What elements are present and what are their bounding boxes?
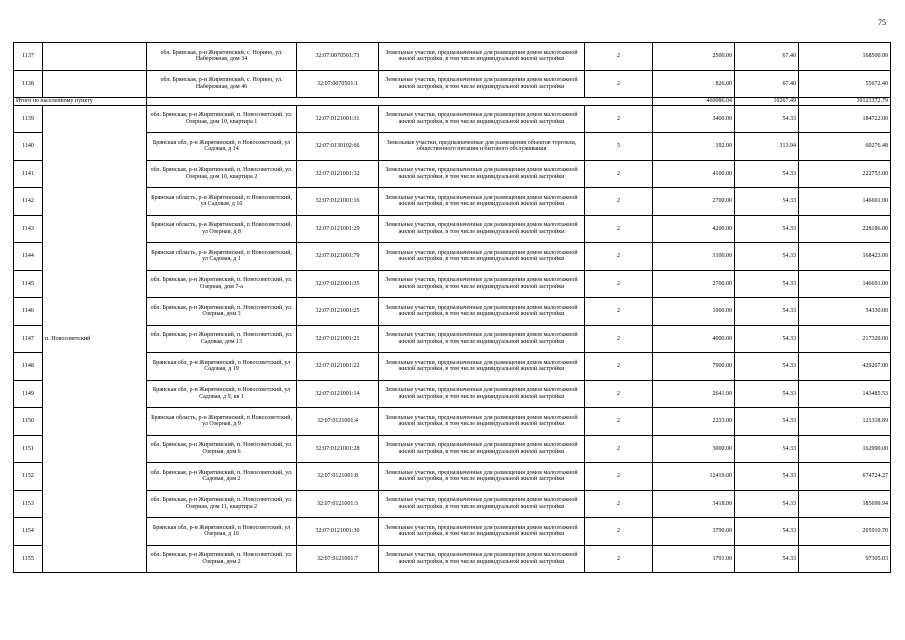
address-cell: обл. Брянская, р-н Жирятинский, п. Новосоветский, ул. Озерная, дом 10, квартира 1: [147, 105, 297, 133]
address-cell: обл. Брянская, р-н Жирятинский, п. Новосоветский, ул. Озерная, дом 10, квартира 2: [147, 160, 297, 188]
row-number-cell: 1143: [14, 215, 43, 243]
specific-value-cell: 54.33: [735, 298, 799, 326]
cadastral-number-cell: 32:07:0070501:1: [297, 70, 379, 98]
cadastral-number-cell: 32:07:0121001:79: [297, 243, 379, 271]
cadastral-value-cell: 429207.00: [799, 353, 891, 381]
specific-value-cell: 54.33: [735, 518, 799, 546]
area-cell: 2700.00: [653, 270, 735, 298]
row-number-cell: 1153: [14, 490, 43, 518]
land-use-cell: Земельные участки, предназначенные для размещения домов малоэтажной жилой застройки, в том числе индивидуальной жилой застройки: [379, 70, 585, 98]
page-number: 75: [878, 18, 886, 27]
cadastral-number-cell: 32:07:0121001:4: [297, 408, 379, 436]
cadastral-number-cell: 32:07:0121001:16: [297, 188, 379, 216]
use-group-cell: 2: [585, 43, 653, 71]
address-cell: обл. Брянская, р-н Жирятинский, п. Новосоветский, ул. Озерная, дом 2: [147, 545, 297, 573]
use-group-cell: 2: [585, 325, 653, 353]
address-cell: Брянская область, р-н Жирятинский, п Новосоветский, ул Озерная, д 8: [147, 215, 297, 243]
area-cell: 1791.00: [653, 545, 735, 573]
row-number-cell: 1149: [14, 380, 43, 408]
total-specific-value-cell: 10267.49: [735, 98, 799, 106]
table-row: [14, 105, 891, 133]
use-group-cell: 2: [585, 243, 653, 271]
row-number-cell: 1142: [14, 188, 43, 216]
cadastral-value-cell: 60276.48: [799, 133, 891, 161]
total-cadastral-value-cell: 39123372.79: [799, 98, 891, 106]
specific-value-cell: 54.33: [735, 545, 799, 573]
cadastral-value-cell: 217320.00: [799, 325, 891, 353]
row-number-cell: 1144: [14, 243, 43, 271]
cadastral-value-cell: 185699.94: [799, 490, 891, 518]
land-use-cell: Земельные участки, предназначенные для размещения домов малоэтажной жилой застройки, в том числе индивидуальной жилой застройки: [379, 270, 585, 298]
cadastral-number-cell: 32:07:0121001:32: [297, 160, 379, 188]
empty-cell: [147, 98, 653, 106]
specific-value-cell: 54.33: [735, 188, 799, 216]
cadastral-number-cell: 32:07:0070501:73: [297, 43, 379, 71]
table-row: [14, 43, 891, 71]
area-cell: 1000.00: [653, 298, 735, 326]
area-cell: 2500.00: [653, 43, 735, 71]
row-number-cell: 1147: [14, 325, 43, 353]
address-cell: обл. Брянская, р-н Жирятинский, с. Норино, ул. Набережная, дом 34: [147, 43, 297, 71]
locality-cell: п. Новосоветский: [43, 105, 147, 573]
land-use-cell: Земельные участки, предназначенные для размещения домов малоэтажной жилой застройки, в том числе индивидуальной жилой застройки: [379, 490, 585, 518]
row-number-cell: 1145: [14, 270, 43, 298]
address-cell: Брянская область, р-н Жирятинский, п Новосоветский, ул Садовая, д 1: [147, 243, 297, 271]
total-label-cell: Итого по населенному пункту: [14, 98, 147, 106]
land-use-cell: Земельные участки, предназначенные для размещения домов малоэтажной жилой застройки, в том числе индивидуальной жилой застройки: [379, 243, 585, 271]
specific-value-cell: 54.33: [735, 380, 799, 408]
land-use-cell: Земельные участки, предназначенные для размещения домов малоэтажной жилой застройки, в том числе индивидуальной жилой застройки: [379, 545, 585, 573]
total-area-cell: 460086.04: [653, 98, 735, 106]
cadastral-value-cell: 228186.00: [799, 215, 891, 243]
cadastral-value-cell: 205910.70: [799, 518, 891, 546]
land-use-cell: Земельные участки, предназначенные для размещения домов малоэтажной жилой застройки, в том числе индивидуальной жилой застройки: [379, 105, 585, 133]
use-group-cell: 2: [585, 408, 653, 436]
specific-value-cell: 313.94: [735, 133, 799, 161]
land-use-cell: Земельные участки, предназначенные для размещения объектов торговли, общественного питания и бытового обслуживания: [379, 133, 585, 161]
table-row: [14, 70, 891, 98]
land-use-cell: Земельные участки, предназначенные для размещения домов малоэтажной жилой застройки, в том числе индивидуальной жилой застройки: [379, 353, 585, 381]
use-group-cell: 2: [585, 463, 653, 491]
row-number-cell: 1146: [14, 298, 43, 326]
cadastral-value-cell: 55672.40: [799, 70, 891, 98]
specific-value-cell: 54.33: [735, 215, 799, 243]
address-cell: Брянская область, р-н Жирятинский, п Новосоветский, ул Озерная, д 9: [147, 408, 297, 436]
land-use-cell: Земельные участки, предназначенные для размещения домов малоэтажной жилой застройки, в том числе индивидуальной жилой застройки: [379, 215, 585, 243]
cadastral-value-cell: 168423.00: [799, 243, 891, 271]
locality-cell: [43, 43, 147, 71]
address-cell: обл. Брянская, р-н Жирятинский, п. Новосоветский, ул. Озерная, дом 11, квартира 2: [147, 490, 297, 518]
use-group-cell: 2: [585, 70, 653, 98]
cadastral-number-cell: 32:07:0121001:30: [297, 518, 379, 546]
area-cell: 3100.00: [653, 243, 735, 271]
specific-value-cell: 54.33: [735, 325, 799, 353]
use-group-cell: 2: [585, 435, 653, 463]
area-cell: 7900.00: [653, 353, 735, 381]
area-cell: 3418.00: [653, 490, 735, 518]
land-use-cell: Земельные участки, предназначенные для размещения домов малоэтажной жилой застройки, в том числе индивидуальной жилой застройки: [379, 298, 585, 326]
row-number-cell: 1148: [14, 353, 43, 381]
specific-value-cell: 54.33: [735, 408, 799, 436]
cadastral-number-cell: 32:07:0121001:8: [297, 463, 379, 491]
use-group-cell: 2: [585, 160, 653, 188]
row-number-cell: 1140: [14, 133, 43, 161]
area-cell: 3400.00: [653, 105, 735, 133]
use-group-cell: 2: [585, 380, 653, 408]
area-cell: 12419.00: [653, 463, 735, 491]
cadastral-number-cell: 32:07:0121001:14: [297, 380, 379, 408]
area-cell: 4000.00: [653, 325, 735, 353]
use-group-cell: 2: [585, 298, 653, 326]
specific-value-cell: 54.33: [735, 353, 799, 381]
use-group-cell: 2: [585, 490, 653, 518]
address-cell: обл. Брянская, р-н Жирятинский, п. Новосоветский, ул. Озерная, дом 7-а: [147, 270, 297, 298]
row-number-cell: 1138: [14, 70, 43, 98]
specific-value-cell: 54.33: [735, 463, 799, 491]
land-use-cell: Земельные участки, предназначенные для размещения домов малоэтажной жилой застройки, в том числе индивидуальной жилой застройки: [379, 188, 585, 216]
area-cell: 3790.00: [653, 518, 735, 546]
use-group-cell: 2: [585, 188, 653, 216]
cadastral-number-cell: 32:07:0130102:66: [297, 133, 379, 161]
cadastral-number-cell: 32:07:0121001:22: [297, 353, 379, 381]
specific-value-cell: 54.33: [735, 490, 799, 518]
area-cell: 2233.00: [653, 408, 735, 436]
address-cell: обл. Брянская, р-н Жирятинский, п. Новосоветский, ул. Озерная, дом 3: [147, 298, 297, 326]
row-number-cell: 1139: [14, 105, 43, 133]
area-cell: 2700.00: [653, 188, 735, 216]
land-use-cell: Земельные участки, предназначенные для размещения домов малоэтажной жилой застройки, в том числе индивидуальной жилой застройки: [379, 380, 585, 408]
cadastral-value-cell: 222753.00: [799, 160, 891, 188]
land-use-cell: Земельные участки, предназначенные для размещения домов малоэтажной жилой застройки, в том числе индивидуальной жилой застройки: [379, 518, 585, 546]
cadastral-number-cell: 32:07:0121001:29: [297, 215, 379, 243]
cadastral-number-cell: 32:07:0121001:25: [297, 298, 379, 326]
land-use-cell: Земельные участки, предназначенные для размещения домов малоэтажной жилой застройки, в том числе индивидуальной жилой застройки: [379, 435, 585, 463]
cadastral-value-cell: 168500.00: [799, 43, 891, 71]
row-number-cell: 1154: [14, 518, 43, 546]
address-cell: Брянская обл, р-н Жирятинский, п Новосоветский, ул Садовая, д 9, кв 1: [147, 380, 297, 408]
area-cell: 4100.00: [653, 160, 735, 188]
use-group-cell: 5: [585, 133, 653, 161]
specific-value-cell: 54.33: [735, 435, 799, 463]
cadastral-number-cell: 32:07:0121001:31: [297, 105, 379, 133]
cadastral-value-cell: 162990.00: [799, 435, 891, 463]
specific-value-cell: 54.33: [735, 243, 799, 271]
use-group-cell: 2: [585, 215, 653, 243]
address-cell: Брянская обл, р-н Жирятинский, п Новосоветский, ул Озерная, д 10: [147, 518, 297, 546]
row-number-cell: 1150: [14, 408, 43, 436]
area-cell: 2641.00: [653, 380, 735, 408]
table-body: [14, 43, 891, 573]
land-registry-table: [13, 42, 891, 573]
use-group-cell: 2: [585, 518, 653, 546]
row-number-cell: 1151: [14, 435, 43, 463]
use-group-cell: 2: [585, 105, 653, 133]
cadastral-value-cell: 54330.00: [799, 298, 891, 326]
locality-cell: [43, 70, 147, 98]
address-cell: обл. Брянская, р-н Жирятинский, п. Новосоветский, ул. Озерная, дом 6: [147, 435, 297, 463]
land-use-cell: Земельные участки, предназначенные для размещения домов малоэтажной жилой застройки, в том числе индивидуальной жилой застройки: [379, 325, 585, 353]
cadastral-value-cell: 97305.03: [799, 545, 891, 573]
address-cell: обл. Брянская, р-н Жирятинский, с. Норино, ул. Набережная, дом 46: [147, 70, 297, 98]
land-use-cell: Земельные участки, предназначенные для размещения домов малоэтажной жилой застройки, в том числе индивидуальной жилой застройки: [379, 160, 585, 188]
specific-value-cell: 54.33: [735, 160, 799, 188]
specific-value-cell: 54.33: [735, 105, 799, 133]
cadastral-value-cell: 146691.00: [799, 188, 891, 216]
area-cell: 826.00: [653, 70, 735, 98]
cadastral-number-cell: 32:07:0121001:35: [297, 270, 379, 298]
cadastral-value-cell: 121318.89: [799, 408, 891, 436]
land-use-cell: Земельные участки, предназначенные для размещения домов малоэтажной жилой застройки, в том числе индивидуальной жилой застройки: [379, 408, 585, 436]
row-number-cell: 1155: [14, 545, 43, 573]
cadastral-number-cell: 32:07:0121001:7: [297, 545, 379, 573]
row-number-cell: 1141: [14, 160, 43, 188]
land-use-cell: Земельные участки, предназначенные для размещения домов малоэтажной жилой застройки, в том числе индивидуальной жилой застройки: [379, 463, 585, 491]
area-cell: 4200.00: [653, 215, 735, 243]
use-group-cell: 2: [585, 353, 653, 381]
cadastral-number-cell: 32:07:0121001:28: [297, 435, 379, 463]
use-group-cell: 2: [585, 545, 653, 573]
cadastral-number-cell: 32:07:0121001:21: [297, 325, 379, 353]
cadastral-value-cell: 143485.53: [799, 380, 891, 408]
address-cell: обл. Брянская, р-н Жирятинский, п. Новосоветский, ул. Садовая, дом 2: [147, 463, 297, 491]
row-number-cell: 1152: [14, 463, 43, 491]
specific-value-cell: 67.40: [735, 43, 799, 71]
use-group-cell: 2: [585, 270, 653, 298]
cadastral-value-cell: 146691.00: [799, 270, 891, 298]
address-cell: Брянская обл, р-н Жирятинский, п Новосоветский, ул Садовая, д 19: [147, 353, 297, 381]
cadastral-number-cell: 32:07:0121001:3: [297, 490, 379, 518]
address-cell: Брянская область, р-н Жирятинский, п Новосоветский, ул Садовая, д 10: [147, 188, 297, 216]
specific-value-cell: 54.33: [735, 270, 799, 298]
cadastral-value-cell: 674724.27: [799, 463, 891, 491]
area-cell: 3000.00: [653, 435, 735, 463]
land-use-cell: Земельные участки, предназначенные для размещения домов малоэтажной жилой застройки, в том числе индивидуальной жилой застройки: [379, 43, 585, 71]
area-cell: 192.00: [653, 133, 735, 161]
specific-value-cell: 67.40: [735, 70, 799, 98]
cadastral-value-cell: 184722.00: [799, 105, 891, 133]
address-cell: Брянская обл, р-н Жирятинский, п Новосоветский, ул Садовая, д 14: [147, 133, 297, 161]
row-number-cell: 1137: [14, 43, 43, 71]
total-row: [14, 98, 891, 106]
address-cell: обл. Брянская, р-н Жирятинский, п. Новосоветский, ул. Садовая, дом 13: [147, 325, 297, 353]
